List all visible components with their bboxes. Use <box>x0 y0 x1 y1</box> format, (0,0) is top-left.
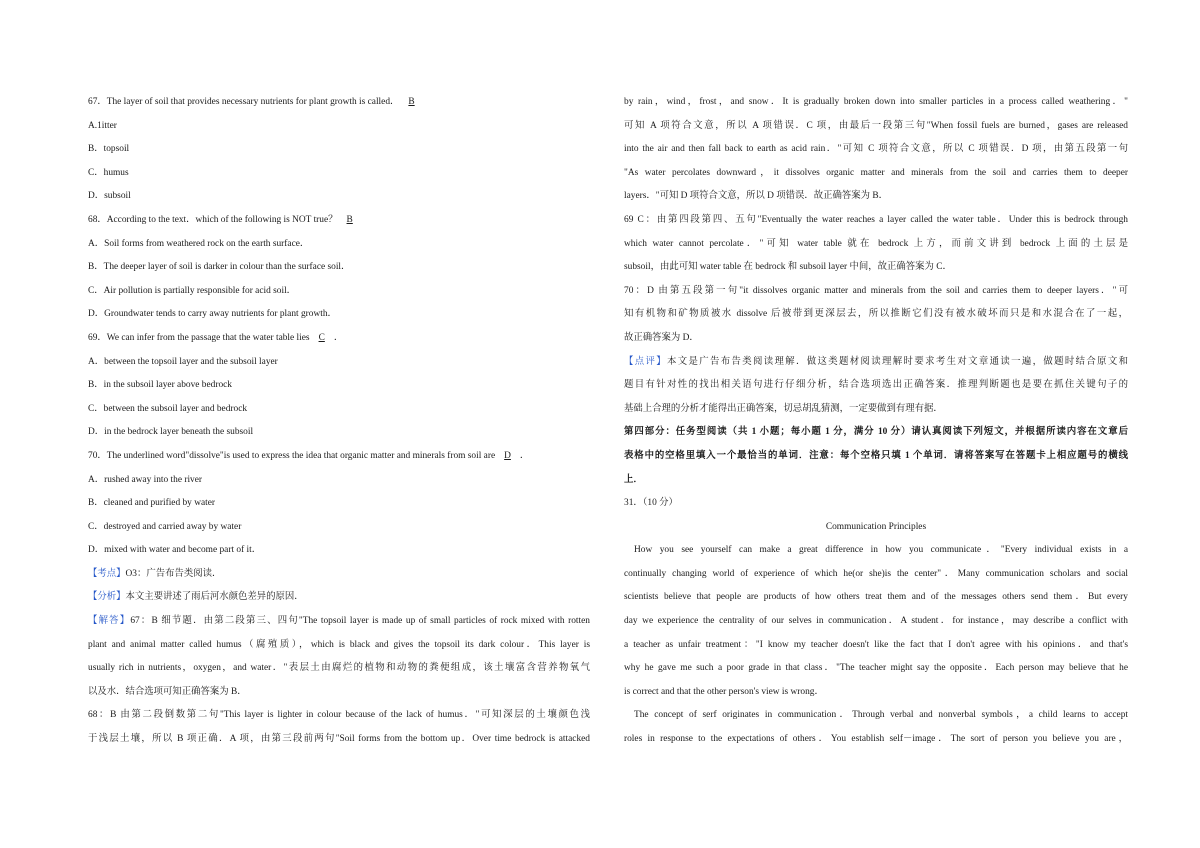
option: D．mixed with water and become part of it． <box>88 545 262 556</box>
question-stem: 68．According to the text．which of the following is NOT true？ <box>88 214 338 225</box>
explanation-line: into the air and then fall back to earth as acid rain．"可知 C 项符合文意，所以 C 项错误．D 项，由第五段第一句 <box>624 144 1128 155</box>
passage-line: The concept of serf originates in communication．Through verbal and nonverbal symbols，a child learns to accept <box>634 710 1128 721</box>
jieda-tag: 【解答】 <box>88 616 131 627</box>
jieda-line: 于浅层土壤，所以 B 项正确．A 项，由第三段前两句"Soil forms from the bottom up．Over time bedrock is attacked <box>88 734 590 745</box>
passage-line: day we experience the centrality of our selves in communication．A student．for instance，may describe a conflict with <box>624 616 1128 627</box>
question-31-label: 31．（10 分） <box>624 498 678 509</box>
question-end: ． <box>519 450 530 461</box>
explanation-line: 69 C：由第四段第四、五句"Eventually the water reaches a layer called the water table．Under this is bedrock through <box>624 214 1128 225</box>
explanation-line: 70：D 由第五段第一句"it dissolves organic matter and minerals from the soil and carries them to deeper layers．"可 <box>624 285 1128 296</box>
option: A．Soil forms from weathered rock on the earth surface． <box>88 238 310 249</box>
passage-line: a teacher as unfair treatment："I know my teacher doesn't like the fact that I don't agree with his opinions．and that's <box>624 639 1128 650</box>
answer-blank: B <box>408 97 415 107</box>
option: C．destroyed and carried away by water <box>88 521 242 532</box>
option: B．The deeper layer of soil is darker in colour than the surface soil． <box>88 262 351 273</box>
question-end: ． <box>333 332 344 343</box>
passage-line: scientists believe that people are products of how others treat them and of the messages others send them．But every <box>624 592 1128 603</box>
answer-blank: B <box>346 214 353 225</box>
passage-title: Communication Principles <box>825 521 927 532</box>
jieda-line: 68：B 由第二段倒数第二句"This layer is lighter in colour because of the lack of humus．"可知深层的土壤颜色浅 <box>88 710 590 721</box>
explanation-line: 知有机物和矿物质被水 dissolve 后被带到更深层去，所以推断它们没有被水破坏而只是和水混合在了一起， <box>624 309 1128 320</box>
jieda-line: 以及水．结合选项可知正确答案为 B． <box>88 686 247 697</box>
part4-heading: 第四部分：任务型阅读（共 1 小题；每小题 1 分，满分 10 分）请认真阅读下列短文，并根据所读内容在文章后 <box>624 427 1128 438</box>
dianping-line: 基础上合理的分析才能得出正确答案，切忌胡乱猜测，一定要做到有理有据． <box>624 403 943 414</box>
answer-blank: C <box>318 332 325 343</box>
explanation-line: layers．"可知 D 项符合文意，所以 D 项错误．故正确答案为 B． <box>624 191 888 202</box>
part4-heading: 表格中的空格里填入一个最恰当的单词．注意：每个空格只填 1 个单词．请将答案写在答题卡上相应题号的横线 <box>624 450 1128 461</box>
explanation-line: "As water percolates downward，it dissolves organic matter and minerals from the soil and carries them to deeper <box>624 167 1128 178</box>
question-stem: 69．We can infer from the passage that the water table lies <box>88 332 310 343</box>
jieda-text: 67：B 细节题．由第二段第三、四句"The topsoil layer is made up of small particles of rock mixed with rotten <box>130 616 590 627</box>
option: C．Air pollution is partially responsible for acid soil． <box>88 285 297 296</box>
explanation-line: 可知 A 项符合文意，所以 A 项错误．C 项，由最后一段第三句"When fossil fuels are burned，gases are released <box>624 120 1128 131</box>
option: D．subsoil <box>88 191 131 202</box>
left-column <box>88 91 590 752</box>
kaodian-tag: 【考点】 <box>88 568 126 579</box>
explanation-line: by rain，wind，frost，and snow．It is gradually broken down into smaller particles in a process called weathering．" <box>624 97 1128 107</box>
option: A.1itter <box>88 120 117 131</box>
jieda-first-line <box>88 610 590 634</box>
passage-line: why he gave me such a poor grade in that class．"The teacher might say the opposite．Each person may believe that he <box>624 663 1128 674</box>
option: B．cleaned and purified by water <box>88 498 216 509</box>
question-68 <box>88 209 590 233</box>
option: D．Groundwater tends to carry away nutrients for plant growth． <box>88 309 337 320</box>
option: B．in the subsoil layer above bedrock <box>88 380 232 391</box>
dianping-tag: 【点评】 <box>624 356 668 367</box>
dianping-text: 本文是广告布告类阅读理解．做这类题材阅读理解时要求考生对文章通读一遍，做题时结合原文和 <box>667 356 1128 367</box>
question-67 <box>88 91 590 115</box>
explanation-line: 故正确答案为 D． <box>624 332 699 343</box>
kaodian-section <box>88 563 590 587</box>
explanation-line: which water cannot percolate．"可知 water table 就在 bedrock 上方，而前文讲到 bedrock 上面的土层是 <box>624 238 1128 249</box>
explanation-line: subsoil，由此可知 water table 在 bedrock 和 subsoil layer 中间，故正确答案为 C． <box>624 262 952 273</box>
part4-heading: 上． <box>624 474 643 485</box>
fenxi-text: 本文主要讲述了雨后河水颜色差异的原因． <box>125 592 304 603</box>
right-column <box>624 91 1128 752</box>
dianping-first-line <box>624 351 1128 375</box>
question-stem: 70．The underlined word"dissolve"is used to express the idea that organic matter and minerals from soil are <box>88 450 496 461</box>
question-stem: 67．The layer of soil that provides necessary nutrients for plant growth is called． <box>88 97 400 107</box>
option: A．rushed away into the river <box>88 474 203 485</box>
passage-line: How you see yourself can make a great difference in how you communicate．"Every individual exists in a <box>634 545 1128 556</box>
option: C．humus <box>88 167 129 178</box>
question-69 <box>88 327 590 351</box>
passage-line: is correct and that the other person's view is wrong． <box>624 686 824 697</box>
jieda-line: plant and animal matter called humus（腐殖质），which is black and gives the topsoil its dark colour．This layer is <box>88 639 590 650</box>
fenxi-tag: 【分析】 <box>88 592 126 603</box>
jieda-line: usually rich in nutrients，oxygen，and water．"表层土由腐烂的植物和动物的粪便组成，该土壤富含营养物氧气 <box>88 663 590 674</box>
question-70 <box>88 445 590 469</box>
answer-blank: D <box>504 450 511 461</box>
option: D．in the bedrock layer beneath the subsoil <box>88 427 254 438</box>
option: C．between the subsoil layer and bedrock <box>88 403 248 414</box>
passage-line: roles in response to the expectations of others．You establish self－image．The sort of person you believe you are， <box>624 734 1128 745</box>
kaodian-text: O3：广告布告类阅读． <box>125 568 222 579</box>
option: B．topsoil <box>88 144 130 155</box>
passage-line: continually changing world of experience of which he(or she)is the center"．Many communication scholars and social <box>624 568 1128 579</box>
dianping-line: 题目有针对性的找出相关语句进行仔细分析，结合选项选出正确答案．推理判断题也是要在抓住关键句子的 <box>624 380 1128 391</box>
fenxi-section <box>88 586 590 610</box>
option: A．between the topsoil layer and the subsoil layer <box>88 356 278 367</box>
